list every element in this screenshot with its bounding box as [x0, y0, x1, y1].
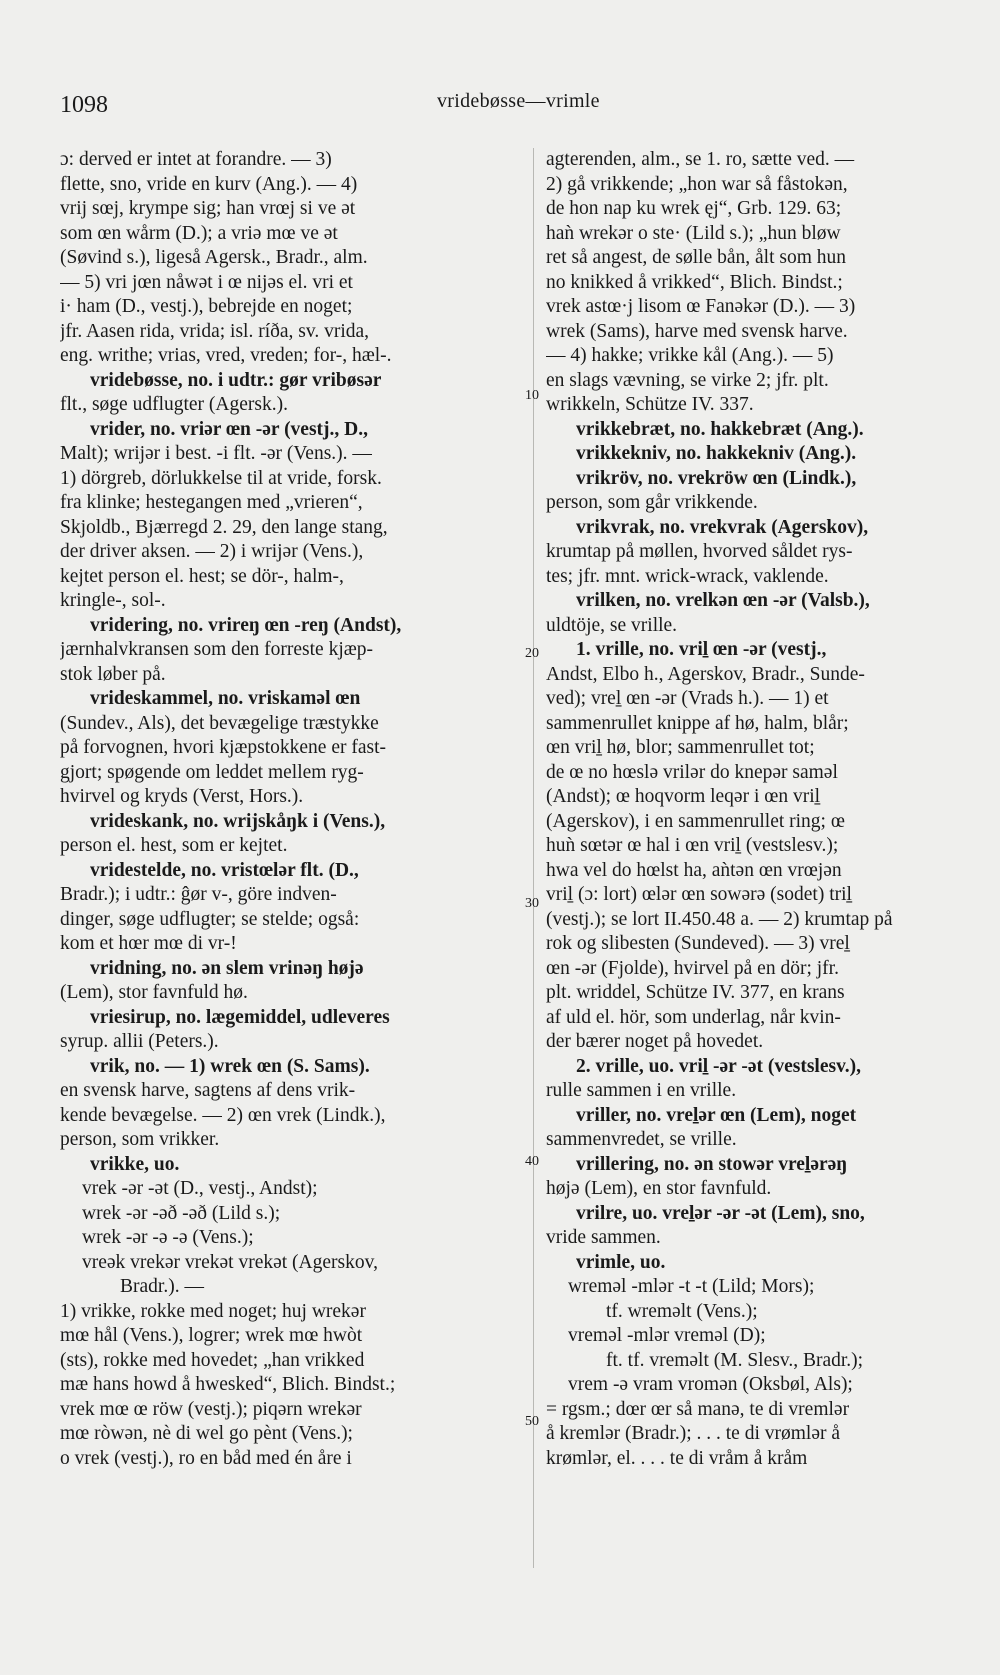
right-column-line: højə (Lem), en stor favnfuld.	[546, 1178, 772, 1199]
right-column-line: wrek (Sams), harve med svensk harve.	[546, 320, 848, 342]
right-column-line: vrem -ə vram vromən (Oksbøl, Als);	[568, 1374, 853, 1395]
right-column-line: vriller, no. vreḻər œn (Lem), noget	[576, 1104, 857, 1126]
left-column-line: jfr. Aasen rida, vrida; isl. ríða, sv. vrida,	[60, 320, 370, 342]
line-number-marker: 20	[525, 646, 539, 661]
right-column-line: sammenvredet, se vrille.	[546, 1129, 737, 1150]
page-number: 1098	[60, 92, 108, 118]
right-column-line: ret så angest, de sølle bån, ålt som hun	[546, 247, 847, 268]
left-column-line: vriesirup, no. lægemiddel, udleveres	[90, 1006, 390, 1028]
right-column-line: 2) gå vrikkende; „hon war så fåstokən,	[546, 173, 848, 195]
right-column-line: tf. wreməlt (Vens.);	[606, 1300, 758, 1322]
left-column-line: vridering, no. vrireŋ œn -reŋ (Andst),	[90, 614, 402, 636]
left-column-line: person, som vrikker.	[60, 1129, 220, 1150]
right-column-line: der bærer noget på hovedet.	[546, 1031, 764, 1052]
right-column-line: (vestj.); se lort II.450.48 a. — 2) krumtap på	[546, 908, 893, 930]
left-column-line: — 5) vri jœn nåwət i œ nijəs el. vri et	[60, 271, 353, 293]
left-column-line: i· ham (D., vestj.), bebrejde en noget;	[60, 296, 353, 317]
right-column-line: Andst, Elbo h., Agerskov, Bradr., Sunde-	[546, 663, 865, 685]
right-column-line: tes; jfr. mnt. wrick-wrack, vaklende.	[546, 565, 829, 587]
right-column-line: hwa vel do hœlst ha, aǹtən œn vrœjən	[546, 859, 842, 881]
line-number-marker: 40	[525, 1154, 539, 1169]
right-column-line: vrikröv, no. vrekröw œn (Lindk.),	[576, 467, 857, 489]
right-column-line: agterenden, alm., se 1. ro, sætte ved. —	[546, 149, 855, 170]
left-column-line: kejtet person el. hest; se dör-, halm-,	[60, 565, 344, 587]
left-column-line: Bradr.). —	[120, 1276, 204, 1297]
right-column-line: — 4) hakke; vrikke kål (Ang.). — 5)	[546, 345, 834, 366]
left-column-line: dinger, søge udflugter; se stelde; også:	[60, 908, 360, 930]
left-column-line: fra klinke; hestegangen med „vrieren“,	[60, 492, 363, 513]
right-column-line: œn vriḻ hø, blor; sammenrullet tot;	[546, 737, 815, 758]
right-column-line: sammenrullet knippe af hø, halm, blår;	[546, 712, 849, 734]
left-column-line: (Lem), stor favnfuld hø.	[60, 982, 248, 1003]
left-column-line: gjort; spøgende om leddet mellem ryg-	[60, 761, 364, 783]
left-column-line: wrek -ər -ə -ə (Vens.);	[82, 1227, 254, 1248]
left-column-line: vrek mœ œ röw (vestj.); piqərn wrekər	[60, 1398, 362, 1420]
right-column-line: (Agerskov), i en sammenrullet ring; œ	[546, 810, 845, 832]
left-column	[60, 148, 530, 1471]
right-column-line: vrikkekniv, no. hakkekniv (Ang.).	[576, 443, 857, 464]
left-column-line: mæ hans howd å hwesked“, Blich. Bindst.;	[60, 1374, 396, 1395]
left-column-line: (sts), rokke med hovedet; „han vrikked	[60, 1349, 365, 1371]
right-column-line: uldtöje, se vrille.	[546, 614, 678, 636]
right-column-line: krømlər, el. . . . te di vråm å kråm	[546, 1447, 808, 1469]
left-column-line: kende bevægelse. — 2) œn vrek (Lindk.),	[60, 1104, 386, 1126]
right-column-line: wreməl -mlər -t -t (Lild; Mors);	[568, 1276, 815, 1297]
left-column-line: hvirvel og kryds (Verst, Hors.).	[60, 786, 304, 807]
right-column-line: rok og slibesten (Sundeved). — 3) vreḻ	[546, 933, 850, 954]
left-column-line: vrideskammel, no. vriskaməl œn	[90, 688, 361, 709]
right-column-line: de œ no hœslə vrilər do knepər saməl	[546, 761, 838, 783]
right-column-line: huǹ sœtər œ hal i œn vriḻ (vestslesv.);	[546, 835, 839, 856]
right-column-line: krumtap på møllen, hvorved såldet rys-	[546, 541, 853, 562]
right-column-line: haǹ wrekər o ste· (Lild s.); „hun bløw	[546, 222, 841, 244]
left-column-line: person el. hest, som er kejtet.	[60, 835, 288, 856]
right-column-line: vrek astœ·j lisom œ Fanəkər (D.). — 3)	[546, 296, 856, 317]
left-column-line: kom et hœr mœ di vr-!	[60, 933, 237, 954]
line-number-marker: 10	[525, 388, 539, 403]
right-column-line: wrikkeln, Schütze IV. 337.	[546, 394, 754, 415]
left-column-line: o vrek (vestj.), ro en båd med én åre i	[60, 1447, 352, 1469]
right-column-line: vrillering, no. ən stowər vreḻərəŋ	[576, 1153, 848, 1175]
right-column-line: vride sammen.	[546, 1227, 661, 1248]
left-column-line: jærnhalvkransen som den forreste kjæp-	[60, 639, 374, 660]
left-column-line: vridning, no. ən slem vrinəŋ højə	[90, 957, 364, 979]
right-column-line: 2. vrille, uo. vriḻ -ər -ət (vestslesv.),	[576, 1055, 862, 1077]
right-column-line: no knikked å vrikked“, Blich. Bindst.;	[546, 271, 843, 293]
left-column-line: Malt); wrijər i best. -i flt. -ər (Vens.). —	[60, 443, 372, 464]
right-column-line: vriḻ (ɔ: lort) œlər œn sowərə (sodet) triḻ	[546, 884, 852, 905]
left-column-line: Bradr.); i udtr.: ĝør v-, göre indven-	[60, 884, 337, 905]
left-column-line: vrikke, uo.	[90, 1153, 180, 1175]
right-column-line: vrimle, uo.	[576, 1251, 666, 1273]
line-number-marker: 30	[525, 896, 539, 911]
right-column-line: vreməl -mlər vreməl (D);	[568, 1325, 766, 1346]
left-column-line: vridebøsse, no. i udtr.: gør vribøsər	[90, 369, 382, 391]
right-column-line: å kremlər (Bradr.); . . . te di vrømlər å	[546, 1423, 841, 1444]
right-column-line: ft. tf. vreməlt (M. Slesv., Bradr.);	[606, 1349, 864, 1371]
right-column-line: plt. wriddel, Schütze IV. 377, en krans	[546, 982, 845, 1003]
left-column-line: ɔ: derved er intet at forandre. — 3)	[60, 149, 332, 170]
left-column-line: 1) vrikke, rokke med noget; huj wrekər	[60, 1300, 366, 1322]
right-column-line: vrilre, uo. vreḻər -ər -ət (Lem), sno,	[576, 1202, 865, 1224]
right-column-line: œn -ər (Fjolde), hvirvel på en dör; jfr.	[546, 957, 839, 979]
right-column-line: = rgsm.; dœr œr så manə, te di vremlər	[546, 1398, 850, 1420]
right-column-line: (Andst); œ hoqvorm leqər i œn vriḻ	[546, 786, 821, 807]
left-column-line: vrideskank, no. wrijskåŋk i (Vens.),	[90, 810, 386, 832]
column-rule	[533, 148, 534, 1568]
left-column-line: en svensk harve, sagtens af dens vrik-	[60, 1080, 356, 1101]
left-column-line: syrup. allii (Peters.).	[60, 1031, 219, 1052]
right-column-line: vrikkebræt, no. hakkebræt (Ang.).	[576, 418, 864, 440]
left-column-line: vreək vrekər vrekət vrekət (Agerskov,	[82, 1251, 378, 1273]
left-column-line: vrider, no. vriər œn -ər (vestj., D.,	[90, 418, 368, 440]
left-column-line: på forvognen, hvori kjæpstokkene er fast-	[60, 737, 386, 758]
left-column-line: der driver aksen. — 2) i wrijər (Vens.),	[60, 541, 364, 562]
left-column-line: flt., søge udflugter (Agersk.).	[60, 394, 288, 415]
left-column-line: (Sundev., Als), det bevægelige træstykke	[60, 712, 379, 734]
left-column-line: vrek -ər -ət (D., vestj., Andst);	[82, 1178, 318, 1199]
left-column-line: (Søvind s.), ligeså Agersk., Bradr., alm.	[60, 247, 368, 268]
right-column-line: de hon nap ku wrek ęj“, Grb. 129. 63;	[546, 198, 842, 219]
left-column-line: vrik, no. — 1) wrek œn (S. Sams).	[90, 1055, 370, 1077]
right-column-line: ved); vreḻ œn -ər (Vrads h.). — 1) et	[546, 688, 829, 709]
left-column-line: kringle-, sol-.	[60, 590, 166, 611]
left-column-line: vridestelde, no. vristœlər flt. (D.,	[90, 859, 359, 881]
right-column-line: person, som går vrikkende.	[546, 492, 758, 513]
left-column-line: flette, sno, vride en kurv (Ang.). — 4)	[60, 173, 358, 195]
left-column-line: 1) dörgreb, dörlukkelse til at vride, forsk.	[60, 467, 382, 489]
left-column-line: som œn wårm (D.); a vriə mœ ve ət	[60, 222, 338, 244]
right-column-line: 1. vrille, no. vriḻ œn -ər (vestj.,	[576, 639, 827, 660]
left-column-line: stok løber på.	[60, 663, 166, 685]
right-column-line: en slags vævning, se virke 2; jfr. plt.	[546, 369, 829, 391]
left-column-line: vrij sœj, krympe sig; han vrœj si ve ət	[60, 198, 356, 219]
right-column-line: vrilken, no. vrelkən œn -ər (Valsb.),	[576, 590, 870, 611]
left-column-line: Skjoldb., Bjærregd 2. 29, den lange stang,	[60, 516, 388, 538]
left-column-line: eng. writhe; vrias, vred, vreden; for-, hæl-.	[60, 345, 392, 366]
left-column-line: mœ ròwən, nè di wel go pènt (Vens.);	[60, 1423, 353, 1444]
running-head: vridebøsse—vrimle	[437, 90, 600, 112]
right-column-line: rulle sammen i en vrille.	[546, 1080, 737, 1101]
right-column	[546, 148, 966, 1471]
left-column-line: mœ hål (Vens.), logrer; wrek mœ hwòt	[60, 1325, 363, 1346]
left-column-line: wrek -ər -əð -əð (Lild s.);	[82, 1202, 281, 1224]
line-number-marker: 50	[525, 1414, 539, 1429]
right-column-line: vrikvrak, no. vrekvrak (Agerskov),	[576, 516, 869, 538]
right-column-line: af uld el. hör, som underlag, når kvin-	[546, 1006, 841, 1028]
